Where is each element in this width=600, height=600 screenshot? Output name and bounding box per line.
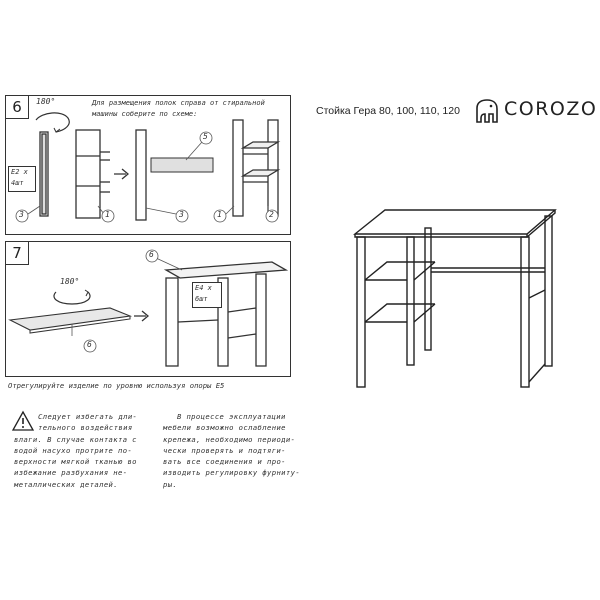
warning-line-3: влаги. В случае контакта с: [14, 434, 137, 444]
step-6-instruction-line-1: Для размещения полок справа от стиральной: [92, 99, 265, 107]
part-box-line-2: 4шт: [11, 179, 24, 187]
elephant-logo-icon: [474, 98, 500, 124]
callout-6-b: 6: [149, 250, 154, 259]
callout-3-b: 3: [179, 210, 184, 219]
warning-line-6: избежание разбухания не-: [14, 468, 128, 478]
part-box-line-2: 6шт: [195, 295, 208, 303]
rotation-arrow-icon: [54, 292, 90, 304]
callout-2: 2: [269, 210, 274, 219]
product-title: Стойка Гера 80, 100, 110, 120: [316, 105, 460, 117]
side-frame-center: [136, 130, 146, 220]
step-6-illustration: [6, 96, 290, 234]
shelf-frame: [76, 130, 110, 218]
step-6-instruction-line-2: машины соберите по схеме:: [92, 110, 198, 118]
direction-arrow-icon: [114, 169, 128, 179]
maintenance-line-1: В процессе эксплуатации: [177, 412, 286, 421]
warning-line-1: Следует избегать дли-: [38, 412, 138, 421]
step-7-panel: [5, 241, 291, 377]
assembled-desk: [166, 262, 286, 366]
leveling-note: Отрегулируйте изделие по уровню используя опоры E5: [8, 381, 225, 390]
maintenance-line-5: вать все соединения и про-: [163, 457, 286, 467]
callout-1-a: 1: [105, 210, 110, 219]
step-number: 6: [6, 96, 29, 119]
part-box-line-1: E2 x: [11, 168, 28, 176]
callout-3-a: 3: [19, 210, 24, 219]
step-6-panel: [5, 95, 291, 235]
warning-line-5: верхности мягкой тканью во: [14, 457, 137, 467]
warning-text: [14, 411, 164, 490]
part-box-e4: [192, 282, 222, 308]
maintenance-line-6: изводить регулировку фурниту-: [163, 468, 301, 478]
direction-arrow-icon: [134, 311, 148, 321]
callout-6-a: 6: [87, 340, 92, 349]
callout-1-b: 1: [217, 210, 222, 219]
maintenance-line-2: мебели возможно ослабление: [163, 423, 286, 433]
top-panel-6: [10, 308, 130, 330]
brand-logo: [474, 96, 596, 126]
rotation-label: 180°: [36, 97, 56, 106]
warning-line-2: тельного воздействия: [38, 423, 133, 433]
brand-name: COROZO: [504, 98, 598, 120]
maintenance-line-7: ры.: [163, 479, 178, 489]
callout-5: 5: [203, 132, 208, 141]
side-frame-left: [40, 132, 48, 216]
rotation-label: 180°: [60, 277, 80, 286]
part-box-line-1: E4 x: [195, 284, 212, 292]
panel-5: [151, 158, 213, 172]
warning-line-7: металлических деталей.: [14, 479, 118, 489]
step-7-illustration: [6, 242, 290, 376]
maintenance-text: [163, 411, 303, 490]
maintenance-line-4: чески проверять и подтяги-: [163, 445, 286, 455]
warning-line-4: водой насухо протрите по-: [14, 445, 133, 455]
assembled-unit: [233, 120, 278, 216]
desk-illustration: [345, 202, 585, 392]
step-number: 7: [6, 242, 29, 265]
rotation-arrow-icon: [36, 113, 69, 132]
maintenance-line-3: крепежа, необходимо периоди-: [163, 434, 296, 444]
